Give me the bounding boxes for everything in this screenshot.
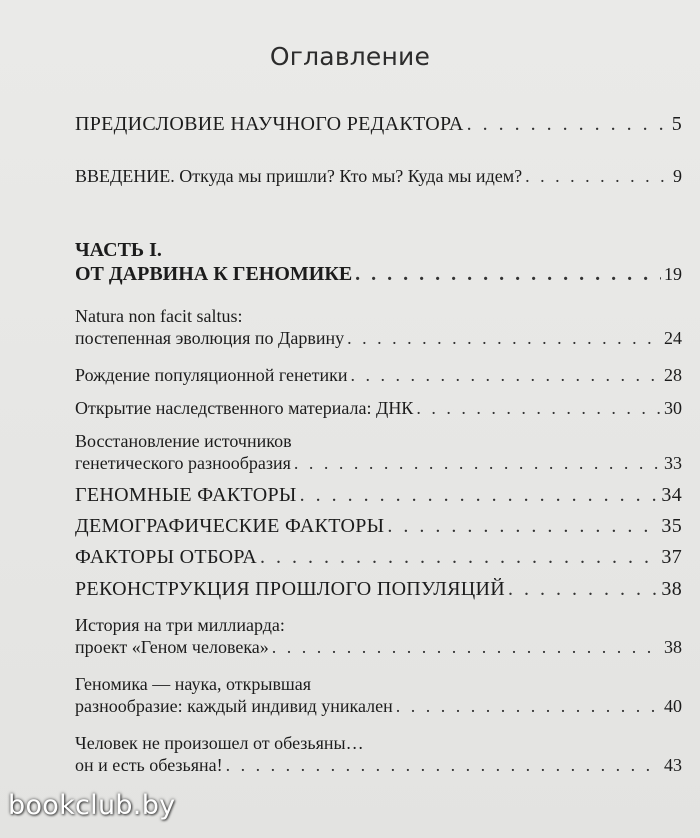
toc-entry-title: ФАКТОРЫ ОТБОРА [75, 546, 257, 568]
leader-dots [467, 113, 669, 135]
toc-entry-genomics [75, 673, 682, 717]
toc-entry-diversity-sources [75, 430, 682, 474]
leader-dots [396, 695, 661, 717]
toc-page-number: 30 [664, 398, 682, 418]
toc-entry-title: разнообразие: каждый индивид уникален [75, 696, 393, 716]
toc-entry-title-line1: История на три миллиарда: [75, 615, 285, 635]
toc-entry-ape [75, 732, 682, 776]
toc-entry-title: РЕКОНСТРУКЦИЯ ПРОШЛОГО ПОПУЛЯЦИЙ [75, 578, 505, 600]
toc-page-number: 37 [661, 546, 682, 568]
toc-page-number: 28 [664, 365, 682, 385]
toc-entry-title: ВВЕДЕНИЕ. Откуда мы пришли? Кто мы? Куда мы идем? [75, 166, 523, 186]
toc-entry-title-line1: Геномика — наука, открывшая [75, 674, 312, 694]
toc-entry-title: он и есть обезьяна! [75, 755, 223, 775]
toc-entry-title: Открытие наследственного материала: ДНК [75, 398, 414, 418]
leader-dots [294, 452, 661, 474]
toc-entry-title: проект «Геном человека» [75, 637, 269, 657]
toc-entry-title-line1: Natura non facit saltus: [75, 306, 243, 326]
toc-entry-title: ДЕМОГРАФИЧЕСКИЕ ФАКТОРЫ [75, 515, 385, 537]
toc-page-number: 35 [661, 515, 682, 537]
toc-page-number: 43 [664, 755, 682, 775]
toc-entry-part-1 [75, 238, 682, 286]
toc-page-number: 5 [671, 113, 682, 135]
toc-heading: Оглавление [269, 42, 431, 71]
leader-dots [387, 515, 658, 537]
toc-entry-title: ОТ ДАРВИНА К ГЕНОМИКЕ [75, 263, 353, 285]
toc-entry-population-genetics [75, 364, 682, 386]
leader-dots [226, 754, 661, 776]
toc-entry-title: ПРЕДИСЛОВИЕ НАУЧНОГО РЕДАКТОРА [75, 113, 464, 135]
toc-page-number: 40 [664, 696, 682, 716]
toc-page-number: 33 [664, 453, 682, 473]
toc-page-number: 24 [664, 328, 682, 348]
toc-entry-dna [75, 397, 682, 419]
leader-dots [300, 484, 659, 506]
leader-dots [272, 636, 661, 658]
toc-entry-title: ГЕНОМНЫЕ ФАКТОРЫ [75, 484, 297, 506]
toc-entry-natura [75, 305, 682, 349]
toc-entry-introduction [75, 165, 682, 187]
leader-dots [347, 327, 661, 349]
leader-dots [260, 546, 658, 568]
toc-entry-title: Рождение популяционной генетики [75, 365, 348, 385]
leader-dots [508, 578, 658, 600]
toc-entry-title-line1: Восстановление источников [75, 431, 292, 451]
toc-page-number: 9 [673, 166, 682, 186]
toc-entry-reconstruction [75, 578, 682, 600]
leader-dots [351, 364, 662, 386]
toc-page-number: 38 [661, 578, 682, 600]
toc-page-number: 19 [664, 264, 682, 284]
toc-entry-selection-factors [75, 546, 682, 568]
toc-entry-demographic-factors [75, 515, 682, 537]
toc-page-number: 34 [661, 484, 682, 506]
leader-dots [416, 397, 661, 419]
leader-dots [525, 165, 670, 187]
toc-entry-human-genome [75, 614, 682, 658]
toc-entry-genomic-factors [75, 484, 682, 506]
leader-dots [355, 262, 661, 286]
toc-part-label: ЧАСТЬ I. [75, 239, 162, 261]
toc-page-number: 38 [664, 637, 682, 657]
toc-entry-preface [75, 113, 682, 135]
watermark: bookclub.by [8, 790, 176, 821]
toc-entry-title: постепенная эволюция по Дарвину [75, 328, 345, 348]
toc-entry-title: генетического разнообразия [75, 453, 291, 473]
toc-entry-title-line1: Человек не произошел от обезьяны… [75, 733, 364, 753]
